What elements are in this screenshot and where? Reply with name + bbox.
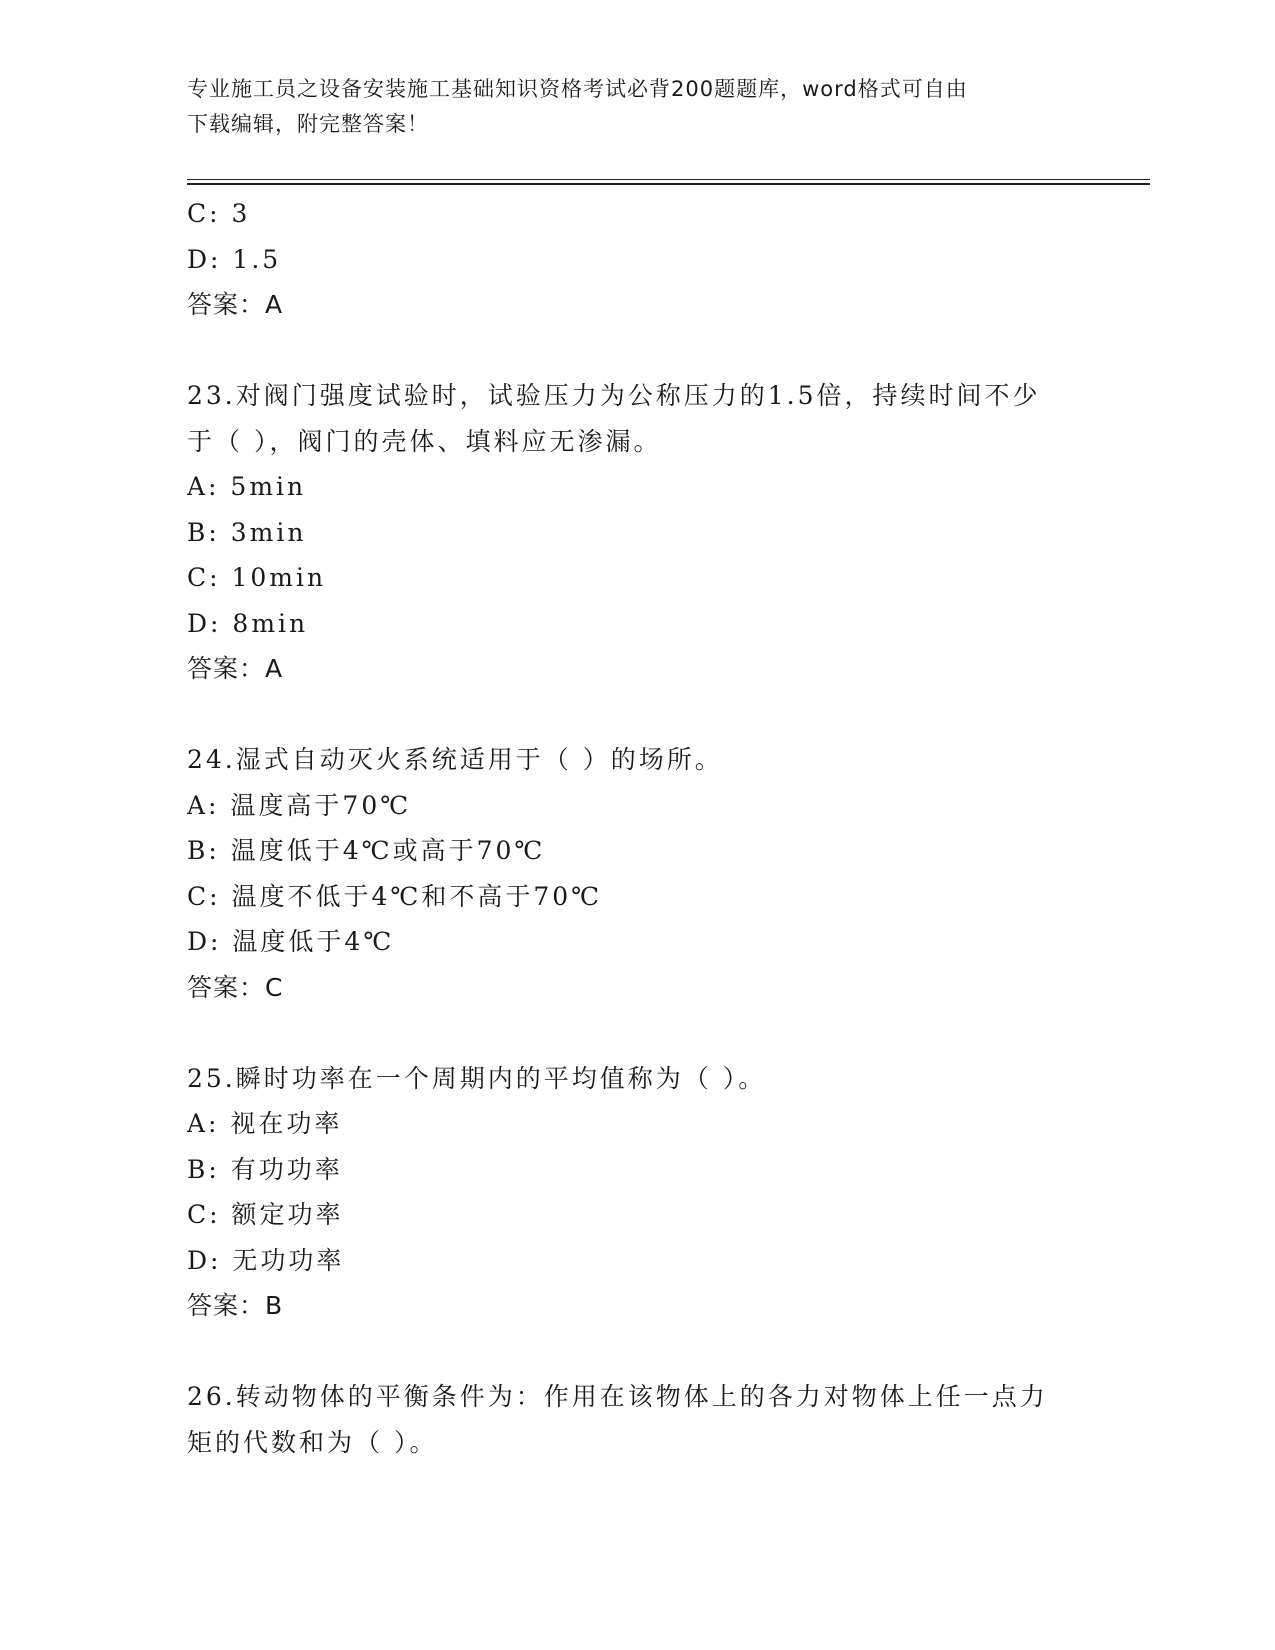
spacer bbox=[187, 1329, 1087, 1375]
option-a: A: 视在功率 bbox=[187, 1109, 343, 1138]
answer-line: 答案：C bbox=[187, 972, 284, 1002]
question-25 bbox=[187, 1056, 1087, 1329]
option-b: B: 有功功率 bbox=[187, 1154, 343, 1184]
document-header bbox=[187, 72, 1067, 142]
spacer bbox=[187, 328, 1087, 374]
header-line-1: 专业施工员之设备安装施工基础知识资格考试必背200题题库，word格式可自由 bbox=[187, 77, 968, 101]
option-c: C: 10min bbox=[187, 563, 327, 592]
question-list bbox=[187, 191, 1087, 1465]
header-divider-thick bbox=[187, 183, 1150, 185]
question-26 bbox=[187, 1374, 1087, 1465]
header-divider-thin bbox=[187, 179, 1150, 180]
header-line-2: 下载编辑，附完整答案！ bbox=[187, 112, 429, 136]
question-22-tail bbox=[187, 191, 1087, 328]
option-c: C: 3 bbox=[187, 199, 251, 228]
question-stem: 25.瞬时功率在一个周期内的平均值称为（ ）。 bbox=[187, 1063, 767, 1093]
option-b: B: 温度低于4℃或高于70℃ bbox=[187, 836, 546, 865]
spacer bbox=[187, 1010, 1087, 1056]
answer-line: 答案：A bbox=[187, 290, 284, 319]
option-d: D: 8min bbox=[187, 608, 309, 638]
option-d: D: 1.5 bbox=[187, 244, 282, 274]
spacer bbox=[187, 692, 1087, 738]
option-d: D: 无功功率 bbox=[187, 1245, 345, 1275]
question-stem: 26.转动物体的平衡条件为：作用在该物体上的各力对物体上任一点力 bbox=[187, 1382, 1048, 1411]
question-stem: 24.湿式自动灭火系统适用于（ ）的场所。 bbox=[187, 745, 723, 774]
option-a: A: 5min bbox=[187, 472, 307, 501]
option-c: C: 温度不低于4℃和不高于70℃ bbox=[187, 881, 603, 911]
option-b: B: 3min bbox=[187, 517, 307, 547]
question-stem-continued: 矩的代数和为（ ）。 bbox=[187, 1427, 438, 1457]
question-23 bbox=[187, 373, 1087, 692]
question-stem: 23.对阀门强度试验时，试验压力为公称压力的1.5倍，持续时间不少 bbox=[187, 381, 1041, 410]
option-d: D: 温度低于4℃ bbox=[187, 927, 395, 956]
question-24 bbox=[187, 737, 1087, 1010]
question-stem-continued: 于（ ），阀门的壳体、填料应无渗漏。 bbox=[187, 426, 662, 456]
option-c: C: 额定功率 bbox=[187, 1200, 344, 1229]
option-a: A: 温度高于70℃ bbox=[187, 790, 412, 820]
answer-line: 答案：B bbox=[187, 1291, 284, 1320]
answer-line: 答案：A bbox=[187, 654, 284, 683]
